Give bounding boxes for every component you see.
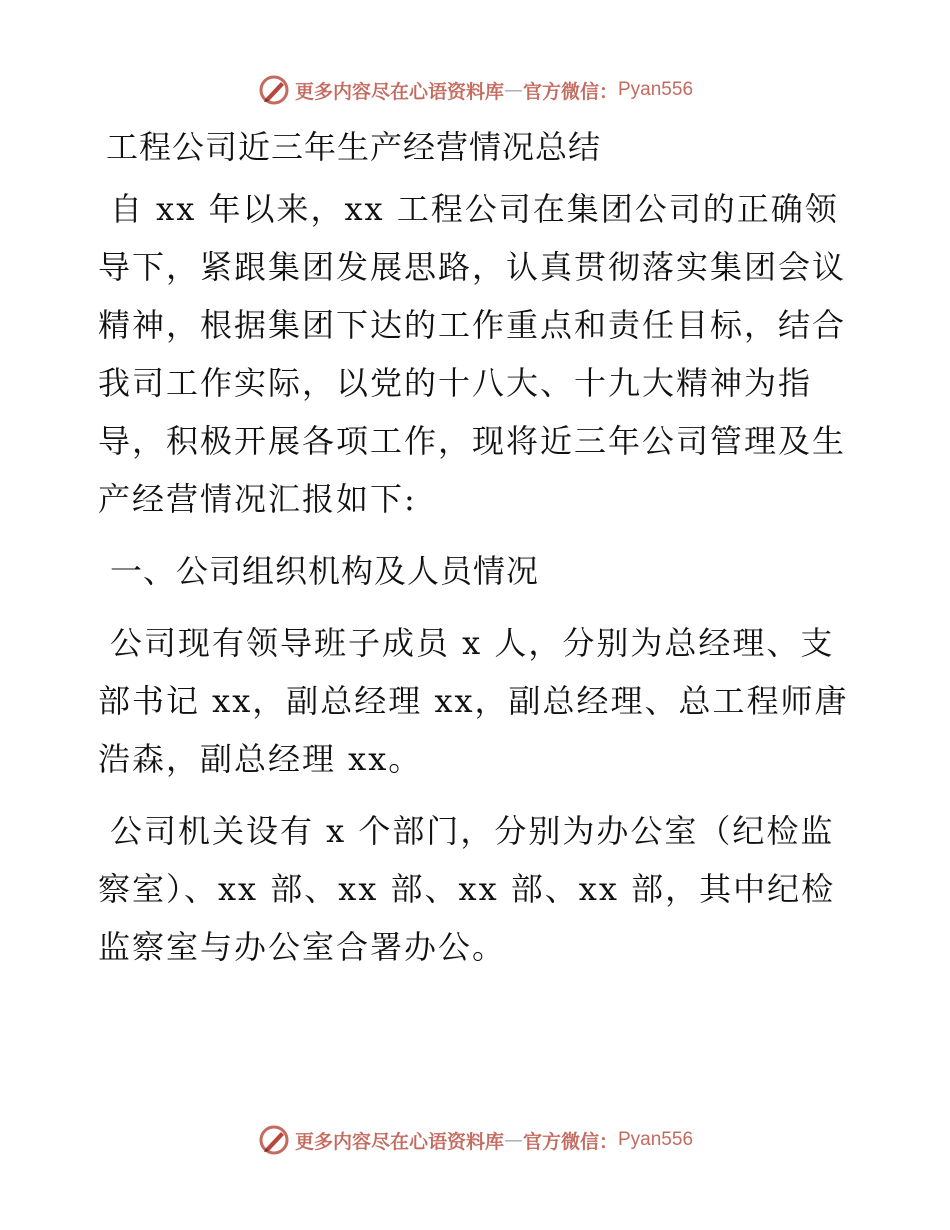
intro-paragraph: 自 xx 年以来，xx 工程公司在集团公司的正确领导下，紧跟集团发展思路，认真贯彻落实集团会议精神，根据集团下达的工作重点和责任目标，结合我司工作实际，以党的十八大、十九大精神为指导，积极开展各项工作，现将近三年公司管理及生产经营情况汇报如下:	[98, 190, 847, 518]
watermark-wechat-label: 官方微信：	[522, 80, 618, 103]
watermark-wechat-id: Pyan556	[618, 1129, 694, 1150]
section-heading: 一、公司组织机构及人员情况	[110, 552, 540, 590]
watermark-dash: —	[503, 1129, 523, 1151]
pen-circle-logo-icon	[257, 1123, 291, 1157]
document-title: 工程公司近三年生产经营情况总结	[106, 128, 602, 166]
watermark-text: 更多内容尽在心语资料库	[294, 1130, 504, 1153]
watermark-footer	[0, 1120, 950, 1160]
pen-circle-logo-icon	[257, 73, 291, 107]
watermark-text: 更多内容尽在心语资料库	[294, 80, 504, 103]
departments-paragraph: 公司机关设有 x 个部门，分别为办公室（纪检监察室）、xx 部、xx 部、xx 部、xx 部，其中纪检监察室与办公室合署办公。	[98, 812, 836, 966]
watermark-wechat-id: Pyan556	[618, 79, 694, 100]
leadership-paragraph: 公司现有领导班子成员 x 人，分别为总经理、支部书记 xx，副总经理 xx，副总经理、总工程师唐浩森，副总经理 xx。	[98, 624, 849, 778]
watermark-header	[0, 70, 950, 110]
watermark-dash: —	[503, 79, 523, 101]
document-body	[98, 118, 858, 990]
watermark-wechat-label: 官方微信：	[522, 1130, 618, 1153]
